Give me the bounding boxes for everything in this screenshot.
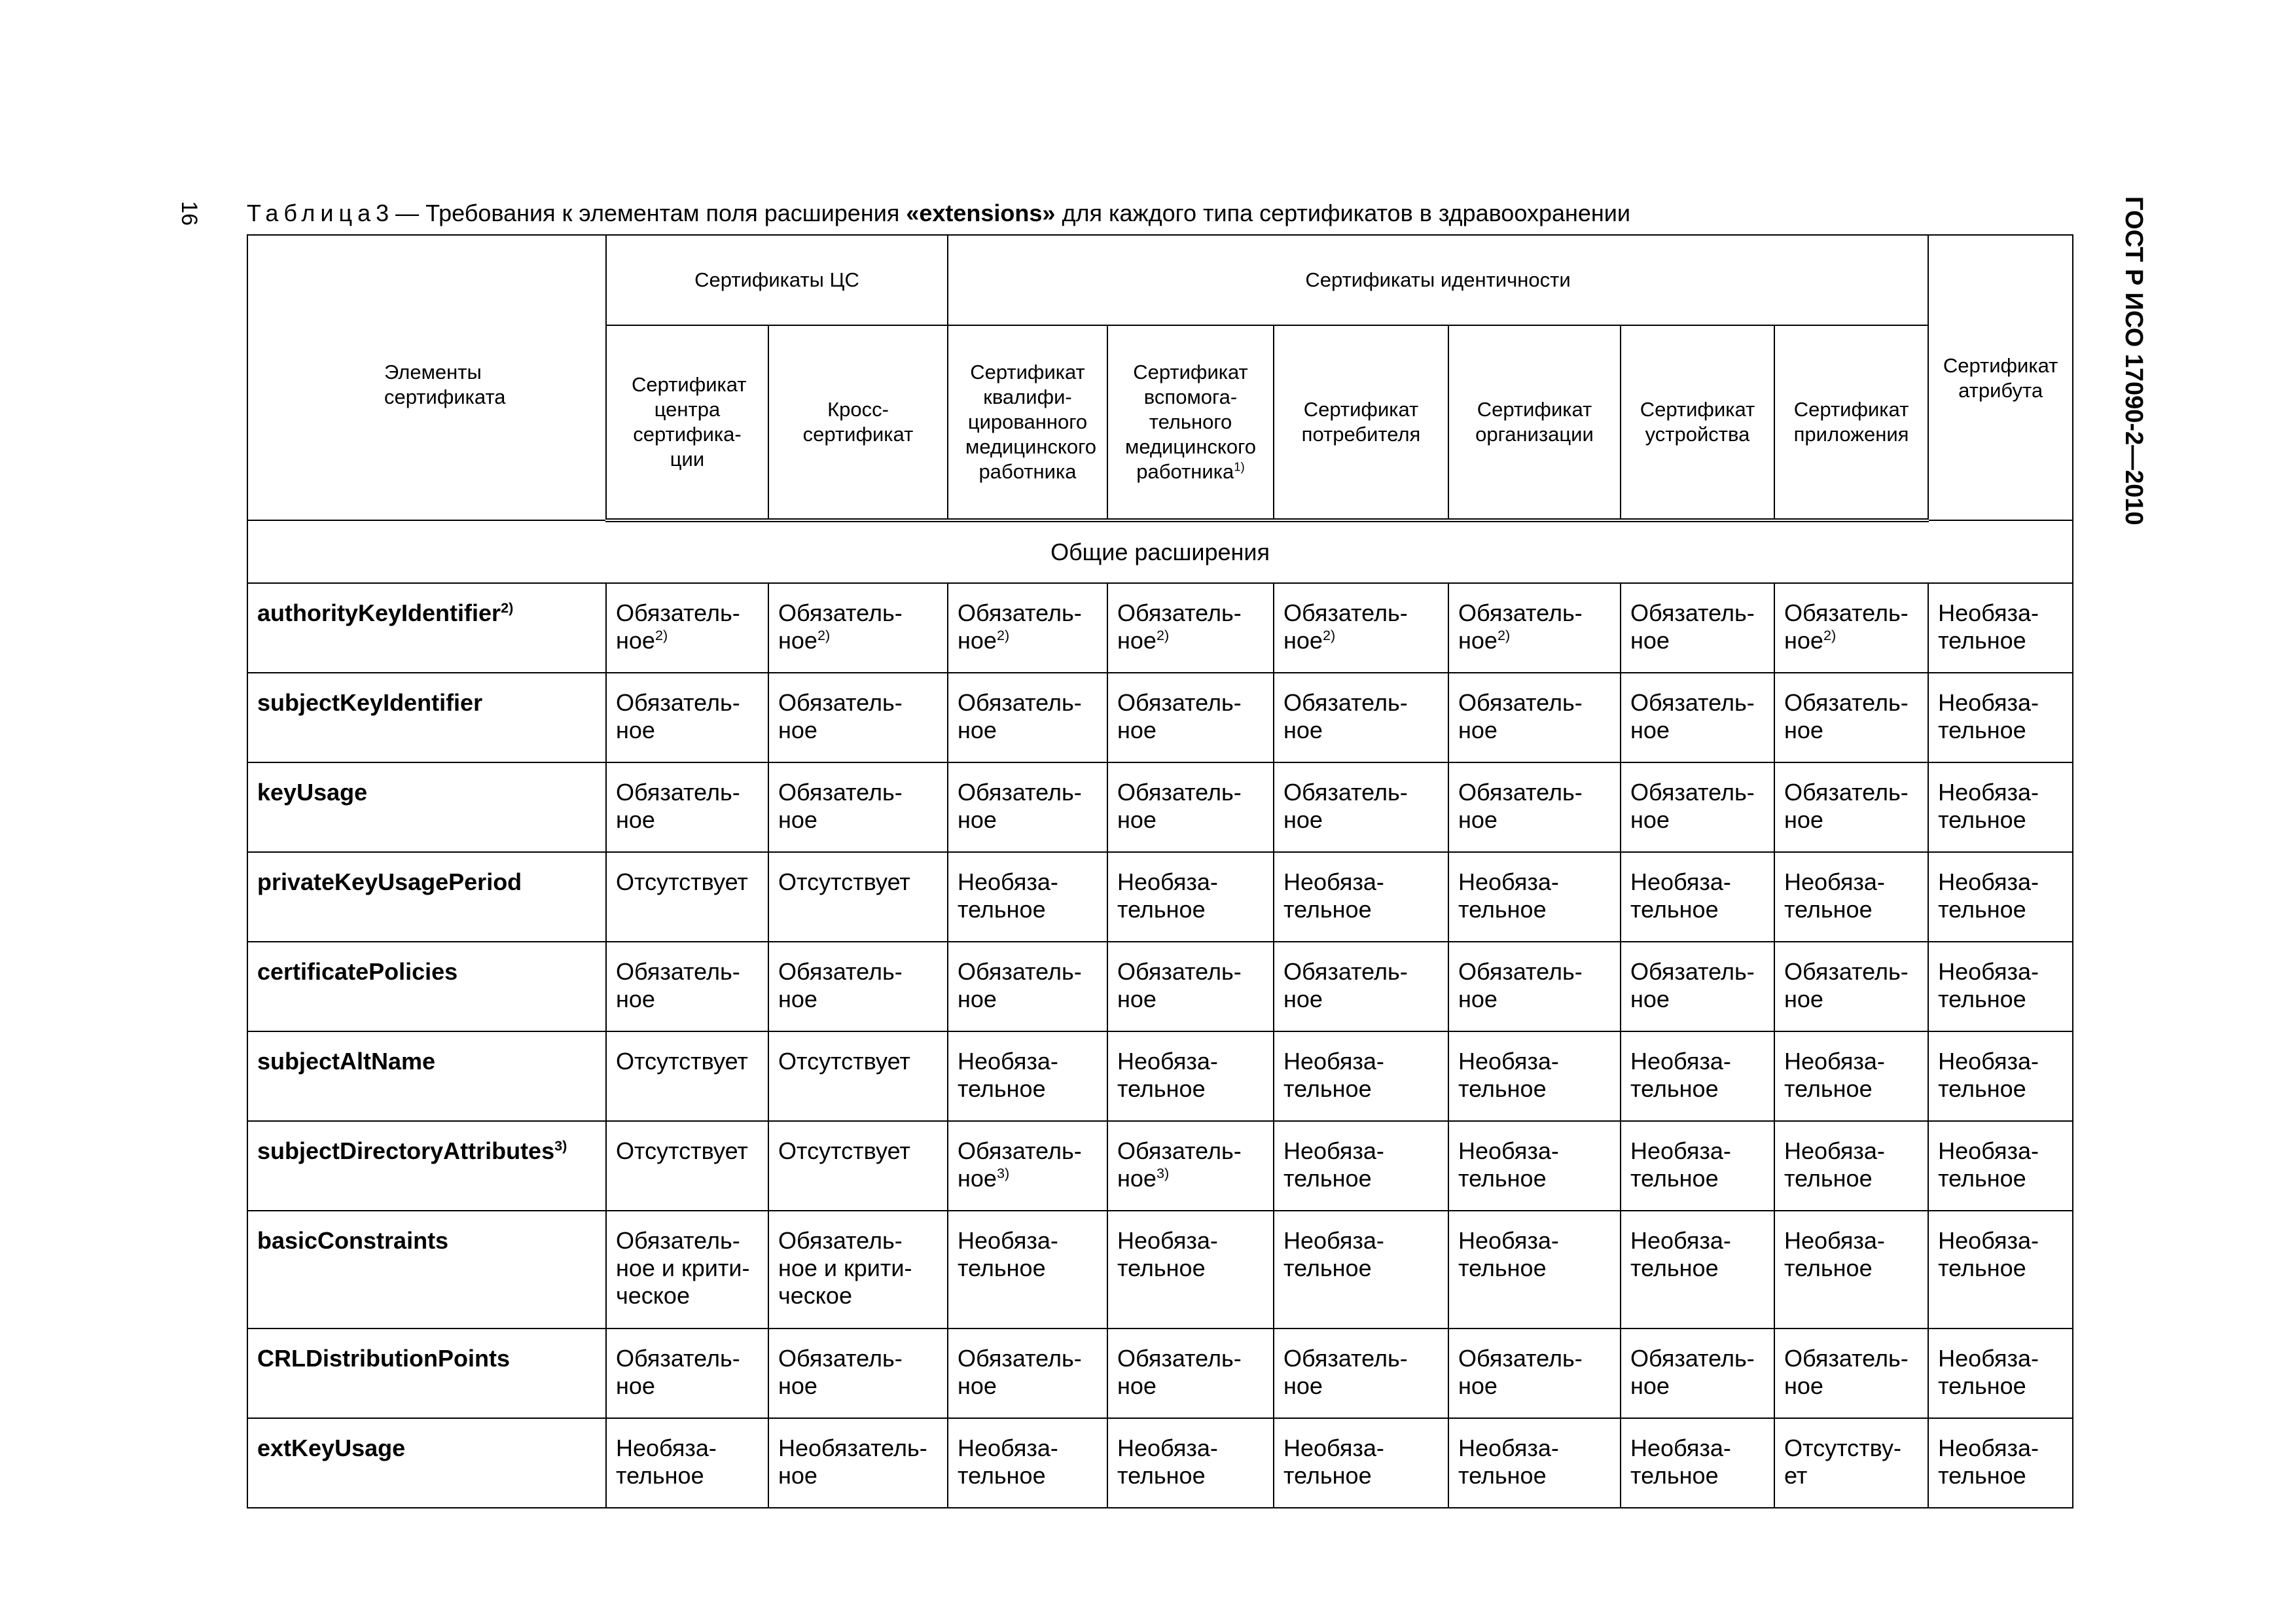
table-row: [247, 1329, 2073, 1418]
element-name: [247, 1418, 606, 1508]
requirement-cell: [1928, 762, 2073, 852]
requirement-cell: [1621, 583, 1774, 673]
requirement-cell: [1774, 1121, 1928, 1211]
requirement-cell: [948, 1418, 1107, 1508]
footnote-marker: 2): [1156, 627, 1170, 643]
section-title: Общие расширения: [247, 520, 2073, 583]
requirement-cell: [768, 762, 948, 852]
requirement-cell: [1274, 673, 1448, 762]
requirement-cell: [1774, 1031, 1928, 1121]
table-header: [247, 235, 2073, 520]
requirement-cell: [1774, 852, 1928, 942]
requirement-cell: [1774, 1418, 1928, 1508]
element-name-text: extKeyUsage: [257, 1435, 406, 1461]
element-name-text: keyUsage: [257, 779, 368, 806]
section-row: [247, 520, 2073, 583]
requirement-cell: [1274, 1031, 1448, 1121]
requirement-text: Отсутствует: [778, 1048, 910, 1075]
requirement-text: Отсутствует: [778, 868, 910, 895]
requirement-text: Обязатель-ное: [958, 1137, 1082, 1192]
requirement-text: Обязатель-ное: [1630, 1345, 1755, 1399]
header-column: [1621, 325, 1774, 520]
table-row: [247, 762, 2073, 852]
requirement-cell: [1928, 1211, 2073, 1329]
requirement-text: Обязатель-ное и крити-ческое: [778, 1227, 912, 1309]
requirement-text: Обязатель-ное: [778, 958, 903, 1012]
header-column-text: Сертификат потребителя: [1301, 398, 1421, 446]
header-column-text: Сертификат приложения: [1793, 398, 1909, 446]
footnote-marker: 2): [655, 627, 668, 643]
requirement-cell: [948, 1211, 1107, 1329]
requirement-text: Необяза-тельное: [1938, 689, 2039, 743]
requirement-cell: [606, 1418, 768, 1508]
header-column-label: [1125, 360, 1256, 484]
requirement-cell: [1107, 762, 1274, 852]
requirement-text: Обязатель-ное: [1630, 958, 1755, 1012]
requirement-cell: [606, 852, 768, 942]
requirement-text: Необяза-тельное: [616, 1435, 717, 1489]
requirement-cell: [948, 852, 1107, 942]
requirement-text: Обязатель-ное: [958, 1345, 1082, 1399]
requirement-cell: [1928, 852, 2073, 942]
header-column-text: Сертификат центра сертифика-ции: [632, 373, 747, 471]
element-name: [247, 1121, 606, 1211]
requirement-text: Необяза-тельное: [1458, 1048, 1559, 1102]
requirement-text: Необяза-тельное: [1458, 868, 1559, 923]
requirement-cell: [1274, 942, 1448, 1031]
header-column-label: [632, 372, 747, 472]
requirement-cell: [768, 1211, 948, 1329]
requirement-cell: [1621, 1418, 1774, 1508]
requirement-cell: [1621, 1031, 1774, 1121]
requirement-cell: [1774, 762, 1928, 852]
requirement-text: Обязатель-ное: [1117, 689, 1242, 743]
requirement-text: Необяза-тельное: [1938, 1345, 2039, 1399]
footnote-marker: 2): [501, 599, 514, 616]
requirement-text: Обязатель-ное: [1117, 958, 1242, 1012]
requirement-text: Необяза-тельное: [958, 868, 1058, 923]
footnote-marker: 2): [996, 627, 1010, 643]
requirement-text: Обязатель-ное: [1458, 958, 1583, 1012]
requirement-text: Обязатель-ное: [1784, 958, 1909, 1012]
requirement-cell: [1621, 1211, 1774, 1329]
requirement-text: Необяза-тельное: [1283, 1048, 1384, 1102]
requirement-cell: [1274, 1329, 1448, 1418]
requirement-cell: [1928, 583, 2073, 673]
requirement-cell: [606, 673, 768, 762]
requirement-text: Обязатель-ное: [1630, 779, 1755, 833]
requirement-cell: [1621, 1121, 1774, 1211]
requirement-text: Обязатель-ное: [1458, 599, 1583, 654]
requirement-cell: [1448, 1418, 1621, 1508]
requirement-cell: [1774, 1329, 1928, 1418]
header-attribute-text: Сертификат атрибута: [1943, 354, 2058, 402]
header-column: [1274, 325, 1448, 520]
footnote-marker: 2): [1322, 627, 1336, 643]
requirement-cell: [1107, 852, 1274, 942]
requirement-cell: [1107, 1329, 1274, 1418]
requirement-text: Обязатель-ное: [1630, 689, 1755, 743]
requirement-text: Обязатель-ное: [1784, 599, 1909, 654]
requirement-cell: [1928, 1329, 2073, 1418]
requirement-cell: [606, 583, 768, 673]
requirement-text: Обязатель-ное: [1784, 689, 1909, 743]
requirement-text: Необяза-тельное: [1630, 1048, 1731, 1102]
requirement-cell: [948, 583, 1107, 673]
requirement-text: Необяза-тельное: [1938, 599, 2039, 654]
requirement-text: Обязатель-ное: [958, 689, 1082, 743]
element-name: [247, 1031, 606, 1121]
element-name-text: authorityKeyIdentifier: [257, 599, 501, 626]
requirement-cell: [606, 1211, 768, 1329]
requirement-cell: [1274, 1418, 1448, 1508]
header-column-label: [1299, 397, 1424, 447]
requirement-cell: [768, 1329, 948, 1418]
header-column: [1107, 325, 1274, 520]
requirement-cell: [1928, 1121, 2073, 1211]
requirement-cell: [1107, 1211, 1274, 1329]
requirement-cell: [948, 1121, 1107, 1211]
requirement-cell: [1448, 1329, 1621, 1418]
element-name-text: CRLDistributionPoints: [257, 1345, 510, 1372]
element-name-text: basicConstraints: [257, 1227, 449, 1254]
requirement-cell: [1774, 673, 1928, 762]
requirement-cell: [948, 942, 1107, 1031]
requirement-cell: [1621, 673, 1774, 762]
requirement-text: Необяза-тельное: [1458, 1227, 1559, 1281]
requirement-text: Обязатель-ное: [616, 599, 740, 654]
requirement-cell: [768, 852, 948, 942]
requirement-text: Отсутствует: [616, 1048, 748, 1075]
requirement-text: Отсутству-ет: [1784, 1435, 1901, 1489]
requirement-text: Необяза-тельное: [1283, 868, 1384, 923]
requirement-cell: [1448, 583, 1621, 673]
requirement-cell: [1621, 1329, 1774, 1418]
header-column-text: Сертификат вспомога-тельного медицинского работника: [1125, 361, 1256, 483]
table-row: [247, 1121, 2073, 1211]
requirement-text: Необяза-тельное: [1938, 779, 2039, 833]
requirement-text: Необяза-тельное: [1938, 958, 2039, 1012]
requirement-cell: [948, 1329, 1107, 1418]
header-row-groups: [247, 235, 2073, 325]
requirement-cell: [1448, 673, 1621, 762]
requirement-cell: [948, 673, 1107, 762]
caption-text-after: для каждого типа сертификатов в здравоохранении: [1055, 200, 1630, 226]
requirement-text: Обязатель-ное: [1283, 958, 1408, 1012]
table-row: [247, 1211, 2073, 1329]
requirement-text: Обязатель-ное: [778, 599, 903, 654]
requirement-cell: [606, 1121, 768, 1211]
header-column-text: Сертификат квалифи-цированного медицинского работника: [965, 361, 1096, 483]
header-column: [606, 325, 768, 520]
requirement-cell: [948, 1031, 1107, 1121]
requirement-cell: [1448, 1121, 1621, 1211]
header-column-label: [965, 360, 1096, 484]
caption-label: Таблица: [247, 200, 376, 226]
header-column-text: Сертификат устройства: [1640, 398, 1755, 446]
requirement-cell: [768, 1121, 948, 1211]
header-column-label: [1473, 397, 1597, 447]
requirement-cell: [1928, 673, 2073, 762]
requirement-text: Необяза-тельное: [1283, 1227, 1384, 1281]
element-name: [247, 762, 606, 852]
footnote-marker: 3): [996, 1165, 1010, 1181]
requirement-text: Обязатель-ное: [778, 1345, 903, 1399]
requirement-cell: [1928, 1031, 2073, 1121]
requirement-text: Обязатель-ное: [1458, 689, 1583, 743]
requirement-text: Обязатель-ное: [958, 779, 1082, 833]
requirement-text: Обязатель-ное: [616, 689, 740, 743]
requirement-cell: [768, 583, 948, 673]
requirement-text: Обязатель-ное: [778, 689, 903, 743]
element-name: [247, 673, 606, 762]
requirement-text: Необяза-тельное: [958, 1227, 1058, 1281]
footnote-marker: 2): [1497, 627, 1511, 643]
footnote-marker: 3): [554, 1137, 567, 1154]
element-name-text: subjectDirectoryAttributes: [257, 1137, 555, 1164]
requirement-cell: [1774, 1211, 1928, 1329]
requirement-text: Необяза-тельное: [1117, 1435, 1218, 1489]
requirement-text: Обязатель-ное: [1117, 1137, 1242, 1192]
requirement-text: Отсутствует: [778, 1137, 910, 1164]
requirement-cell: [1107, 1031, 1274, 1121]
requirement-text: Необяза-тельное: [958, 1435, 1058, 1489]
caption-keyword: «extensions»: [906, 200, 1056, 226]
requirement-text: Необяза-тельное: [1784, 1227, 1885, 1281]
requirement-cell: [1274, 1211, 1448, 1329]
requirement-text: Необяза-тельное: [1784, 1048, 1885, 1102]
caption-text-before: 3 — Требования к элементам поля расширения: [376, 200, 906, 226]
page-number-text: 16: [176, 201, 202, 226]
requirement-text: Необяза-тельное: [1938, 1435, 2039, 1489]
requirement-text: Необяза-тельное: [1938, 1137, 2039, 1192]
requirement-text: Необяза-тельное: [1117, 1048, 1218, 1102]
requirement-cell: [768, 1031, 948, 1121]
requirement-text: Необязатель-ное: [778, 1435, 927, 1489]
requirement-cell: [1107, 673, 1274, 762]
requirement-cell: [606, 1329, 768, 1418]
header-group-identity: Сертификаты идентичности: [948, 235, 1928, 325]
requirement-cell: [1448, 1031, 1621, 1121]
table-row: [247, 1031, 2073, 1121]
requirement-text: Обязатель-ное и крити-ческое: [616, 1227, 750, 1309]
document-code-text: ГОСТ Р ИСО 17090-2—2010: [2120, 196, 2147, 526]
header-column-text: Сертификат организации: [1475, 398, 1594, 446]
header-column-label: [793, 397, 924, 447]
footnote-marker: 1): [1234, 459, 1245, 474]
requirement-text: Обязатель-ное: [1283, 689, 1408, 743]
element-name: [247, 1211, 606, 1329]
requirement-text: Необяза-тельное: [1938, 1227, 2039, 1281]
requirement-cell: [1774, 583, 1928, 673]
requirement-text: Необяза-тельное: [1784, 868, 1885, 923]
header-column-label: [1639, 397, 1757, 447]
element-name: [247, 1329, 606, 1418]
requirement-text: Необяза-тельное: [1458, 1137, 1559, 1192]
requirement-text: Обязатель-ное: [616, 1345, 740, 1399]
requirement-cell: [1621, 942, 1774, 1031]
element-name: [247, 852, 606, 942]
requirement-text: Обязатель-ное: [958, 958, 1082, 1012]
header-elements-text: Элементы сертификата: [384, 361, 506, 408]
header-column: [1448, 325, 1621, 520]
requirement-cell: [606, 942, 768, 1031]
requirement-text: Обязатель-ное: [1784, 1345, 1909, 1399]
requirement-text: Обязатель-ное: [1283, 599, 1408, 654]
requirement-cell: [1107, 1418, 1274, 1508]
requirement-text: Обязатель-ное: [1458, 1345, 1583, 1399]
header-elements: [247, 235, 606, 520]
footnote-marker: 2): [817, 627, 831, 643]
requirement-text: Необяза-тельное: [1458, 1435, 1559, 1489]
requirement-text: Обязатель-ное: [1458, 779, 1583, 833]
requirement-text: Необяза-тельное: [1784, 1137, 1885, 1192]
header-column: [1774, 325, 1928, 520]
requirement-cell: [606, 762, 768, 852]
requirement-text: Обязатель-ное: [1117, 779, 1242, 833]
requirement-cell: [1928, 942, 2073, 1031]
requirement-text: Обязатель-ное: [1283, 779, 1408, 833]
requirement-text: Необяза-тельное: [958, 1048, 1058, 1102]
footnote-marker: 2): [1823, 627, 1837, 643]
requirement-text: Необяза-тельное: [1117, 1227, 1218, 1281]
requirement-cell: [768, 1418, 948, 1508]
table-body: [247, 520, 2073, 1508]
requirement-text: Обязатель-ное: [616, 958, 740, 1012]
requirement-cell: [1448, 1211, 1621, 1329]
element-name-text: subjectKeyIdentifier: [257, 689, 483, 716]
requirement-cell: [1274, 583, 1448, 673]
requirement-text: Обязатель-ное: [1117, 599, 1242, 654]
table-row: [247, 673, 2073, 762]
requirement-cell: [768, 673, 948, 762]
requirement-cell: [606, 1031, 768, 1121]
table-row: [247, 852, 2073, 942]
requirement-cell: [1107, 583, 1274, 673]
requirement-cell: [1448, 852, 1621, 942]
header-column: [948, 325, 1107, 520]
requirement-text: Необяза-тельное: [1283, 1137, 1384, 1192]
requirement-text: Необяза-тельное: [1938, 1048, 2039, 1102]
requirement-text: Необяза-тельное: [1283, 1435, 1384, 1489]
requirement-cell: [1274, 1121, 1448, 1211]
requirement-cell: [1107, 1121, 1274, 1211]
requirement-text: Обязатель-ное: [616, 779, 740, 833]
table-row: [247, 1418, 2073, 1508]
requirement-text: Отсутствует: [616, 868, 748, 895]
requirement-text: Необяза-тельное: [1630, 1227, 1731, 1281]
requirement-cell: [768, 942, 948, 1031]
requirement-text: Обязатель-ное: [1283, 1345, 1408, 1399]
table-row: [247, 942, 2073, 1031]
requirement-cell: [1448, 942, 1621, 1031]
requirement-cell: [1621, 852, 1774, 942]
element-name: [247, 583, 606, 673]
extensions-table: [247, 234, 2073, 1508]
header-group-ca: Сертификаты ЦС: [606, 235, 948, 325]
requirement-text: Обязатель-ное: [1117, 1345, 1242, 1399]
element-name-text: certificatePolicies: [257, 958, 458, 985]
table-row: [247, 583, 2073, 673]
requirement-text: Обязатель-ное: [1630, 599, 1755, 654]
header-column: [768, 325, 948, 520]
requirement-text: Обязатель-ное: [778, 779, 903, 833]
requirement-text: Отсутствует: [616, 1137, 748, 1164]
requirement-cell: [948, 762, 1107, 852]
requirement-text: Необяза-тельное: [1630, 1435, 1731, 1489]
element-name-text: privateKeyUsagePeriod: [257, 868, 522, 895]
header-column-text: Кросс-сертификат: [802, 398, 914, 446]
table-caption: [247, 199, 1630, 228]
requirement-text: Обязатель-ное: [958, 599, 1082, 654]
element-name: [247, 942, 606, 1031]
requirement-cell: [1107, 942, 1274, 1031]
requirement-cell: [1928, 1418, 2073, 1508]
requirement-cell: [1448, 762, 1621, 852]
requirement-cell: [1621, 762, 1774, 852]
requirement-cell: [1274, 762, 1448, 852]
header-attribute: [1928, 235, 2073, 520]
requirement-text: Необяза-тельное: [1117, 868, 1218, 923]
requirement-cell: [1774, 942, 1928, 1031]
requirement-cell: [1274, 852, 1448, 942]
footnote-marker: 3): [1156, 1165, 1170, 1181]
requirement-text: Необяза-тельное: [1630, 1137, 1731, 1192]
requirement-text: Обязатель-ное: [1784, 779, 1909, 833]
element-name-text: subjectAltName: [257, 1048, 436, 1075]
requirement-text: Необяза-тельное: [1938, 868, 2039, 923]
requirement-text: Необяза-тельное: [1630, 868, 1731, 923]
header-column-label: [1789, 397, 1914, 447]
